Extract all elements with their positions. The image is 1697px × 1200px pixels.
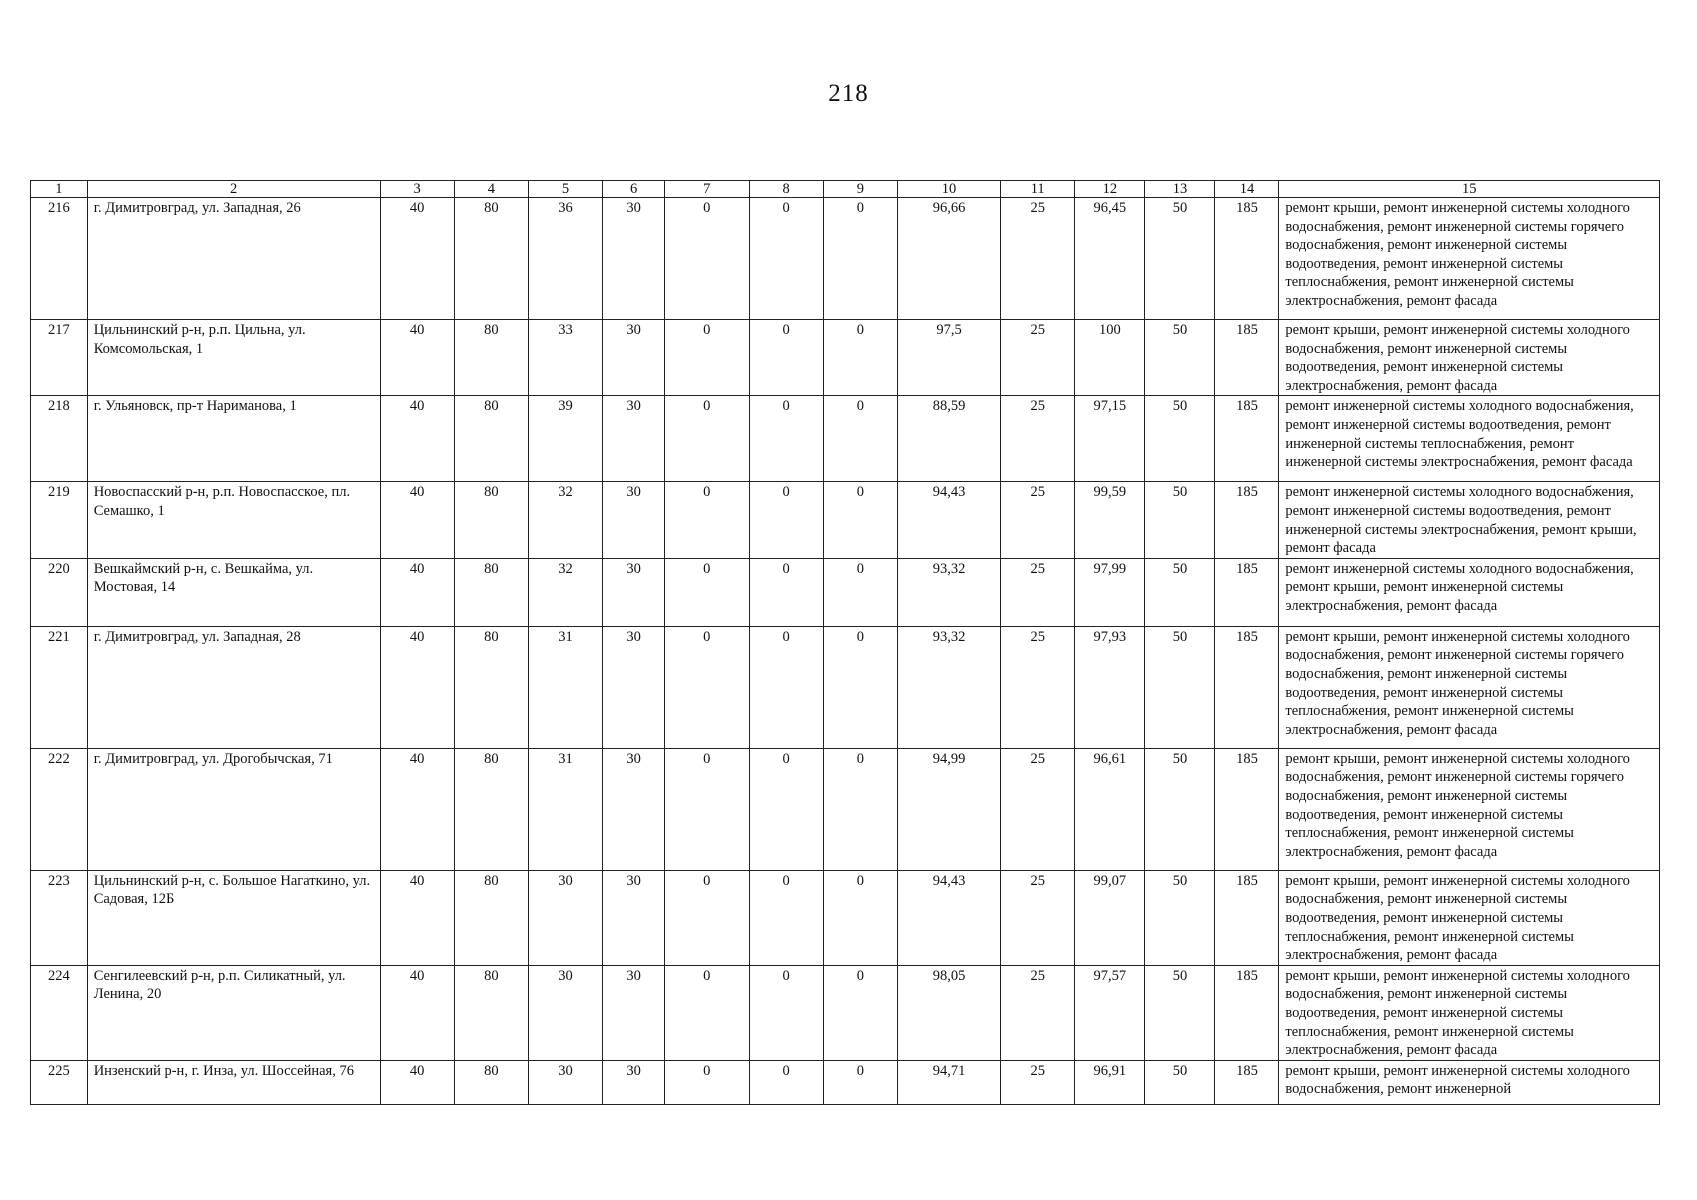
column-header: 4 (454, 181, 528, 198)
value-cell: 40 (380, 748, 454, 870)
value-cell: 185 (1215, 396, 1279, 482)
value-cell: 25 (1001, 965, 1075, 1060)
value-cell: 25 (1001, 558, 1075, 626)
table-row (31, 965, 1660, 1060)
value-cell: 0 (823, 748, 897, 870)
value-cell: 30 (603, 626, 665, 748)
row-number-cell: 216 (31, 198, 88, 320)
value-cell: 25 (1001, 482, 1075, 558)
value-cell: 185 (1215, 870, 1279, 965)
row-number-cell: 224 (31, 965, 88, 1060)
value-cell: 80 (454, 198, 528, 320)
value-cell: 40 (380, 870, 454, 965)
value-cell: 50 (1145, 965, 1215, 1060)
value-cell: 50 (1145, 198, 1215, 320)
address-cell: г. Ульяновск, пр-т Нариманова, 1 (87, 396, 380, 482)
value-cell: 185 (1215, 482, 1279, 558)
value-cell: 25 (1001, 396, 1075, 482)
value-cell: 0 (823, 396, 897, 482)
column-header: 11 (1001, 181, 1075, 198)
value-cell: 96,61 (1075, 748, 1145, 870)
value-cell: 97,99 (1075, 558, 1145, 626)
value-cell: 0 (749, 748, 823, 870)
value-cell: 40 (380, 1060, 454, 1104)
value-cell: 94,43 (897, 870, 1000, 965)
value-cell: 30 (528, 1060, 602, 1104)
table-row (31, 626, 1660, 748)
value-cell: 0 (665, 1060, 750, 1104)
column-header: 8 (749, 181, 823, 198)
value-cell: 0 (749, 396, 823, 482)
value-cell: 0 (749, 482, 823, 558)
row-number-cell: 225 (31, 1060, 88, 1104)
value-cell: 185 (1215, 320, 1279, 396)
value-cell: 30 (528, 965, 602, 1060)
value-cell: 40 (380, 965, 454, 1060)
column-header: 10 (897, 181, 1000, 198)
row-number-cell: 223 (31, 870, 88, 965)
address-cell: г. Димитровград, ул. Западная, 26 (87, 198, 380, 320)
value-cell: 40 (380, 626, 454, 748)
column-header: 5 (528, 181, 602, 198)
value-cell: 98,05 (897, 965, 1000, 1060)
value-cell: 80 (454, 558, 528, 626)
works-cell: ремонт крыши, ремонт инженерной системы холодного водоснабжения, ремонт инженерной системы горячего водоснабжения, ремонт инженерной системы водоотведения, ремонт инженерной системы теплоснабжения, ремонт инженерной системы электроснабжения, ремонт фасада (1279, 626, 1660, 748)
row-number-cell: 218 (31, 396, 88, 482)
value-cell: 96,66 (897, 198, 1000, 320)
column-header: 2 (87, 181, 380, 198)
value-cell: 80 (454, 626, 528, 748)
row-number-cell: 222 (31, 748, 88, 870)
column-header: 3 (380, 181, 454, 198)
address-cell: Цильнинский р-н, р.п. Цильна, ул. Комсомольская, 1 (87, 320, 380, 396)
value-cell: 0 (665, 870, 750, 965)
table-row (31, 870, 1660, 965)
value-cell: 0 (823, 870, 897, 965)
value-cell: 40 (380, 482, 454, 558)
table-row (31, 558, 1660, 626)
value-cell: 80 (454, 320, 528, 396)
value-cell: 94,99 (897, 748, 1000, 870)
column-header: 14 (1215, 181, 1279, 198)
column-header: 1 (31, 181, 88, 198)
value-cell: 32 (528, 558, 602, 626)
table-row (31, 396, 1660, 482)
value-cell: 0 (665, 558, 750, 626)
value-cell: 96,45 (1075, 198, 1145, 320)
value-cell: 0 (665, 396, 750, 482)
address-cell: Сенгилеевский р-н, р.п. Силикатный, ул. Ленина, 20 (87, 965, 380, 1060)
works-cell: ремонт крыши, ремонт инженерной системы холодного водоснабжения, ремонт инженерной системы горячего водоснабжения, ремонт инженерной системы водоотведения, ремонт инженерной системы теплоснабжения, ремонт инженерной системы электроснабжения, ремонт фасада (1279, 198, 1660, 320)
works-cell: ремонт крыши, ремонт инженерной системы холодного водоснабжения, ремонт инженерной (1279, 1060, 1660, 1104)
address-cell: г. Димитровград, ул. Дрогобычская, 71 (87, 748, 380, 870)
value-cell: 0 (749, 626, 823, 748)
value-cell: 0 (665, 198, 750, 320)
value-cell: 40 (380, 198, 454, 320)
value-cell: 50 (1145, 558, 1215, 626)
row-number-cell: 217 (31, 320, 88, 396)
value-cell: 80 (454, 1060, 528, 1104)
value-cell: 0 (665, 320, 750, 396)
value-cell: 0 (823, 626, 897, 748)
column-number-header (31, 181, 1660, 198)
value-cell: 30 (603, 965, 665, 1060)
value-cell: 185 (1215, 748, 1279, 870)
row-number-cell: 220 (31, 558, 88, 626)
value-cell: 99,07 (1075, 870, 1145, 965)
value-cell: 30 (603, 320, 665, 396)
value-cell: 0 (665, 965, 750, 1060)
works-cell: ремонт крыши, ремонт инженерной системы холодного водоснабжения, ремонт инженерной системы водоотведения, ремонт инженерной системы электроснабжения, ремонт фасада (1279, 320, 1660, 396)
value-cell: 0 (749, 320, 823, 396)
value-cell: 185 (1215, 198, 1279, 320)
value-cell: 50 (1145, 626, 1215, 748)
value-cell: 25 (1001, 748, 1075, 870)
value-cell: 97,5 (897, 320, 1000, 396)
value-cell: 0 (749, 198, 823, 320)
value-cell: 97,57 (1075, 965, 1145, 1060)
value-cell: 0 (823, 558, 897, 626)
value-cell: 94,43 (897, 482, 1000, 558)
value-cell: 80 (454, 748, 528, 870)
value-cell: 0 (823, 482, 897, 558)
value-cell: 96,91 (1075, 1060, 1145, 1104)
value-cell: 0 (665, 482, 750, 558)
value-cell: 50 (1145, 482, 1215, 558)
works-cell: ремонт инженерной системы холодного водоснабжения, ремонт инженерной системы водоотведения, ремонт инженерной системы электроснабжения, ремонт крыши, ремонт фасада (1279, 482, 1660, 558)
value-cell: 40 (380, 320, 454, 396)
value-cell: 80 (454, 482, 528, 558)
value-cell: 50 (1145, 396, 1215, 482)
value-cell: 0 (823, 198, 897, 320)
value-cell: 185 (1215, 558, 1279, 626)
address-cell: Вешкаймский р-н, с. Вешкайма, ул. Мостовая, 14 (87, 558, 380, 626)
value-cell: 50 (1145, 748, 1215, 870)
column-header: 12 (1075, 181, 1145, 198)
address-cell: г. Димитровград, ул. Западная, 28 (87, 626, 380, 748)
value-cell: 31 (528, 626, 602, 748)
value-cell: 0 (749, 870, 823, 965)
value-cell: 97,15 (1075, 396, 1145, 482)
table-row (31, 1060, 1660, 1104)
value-cell: 50 (1145, 1060, 1215, 1104)
value-cell: 99,59 (1075, 482, 1145, 558)
works-cell: ремонт инженерной системы холодного водоснабжения, ремонт инженерной системы водоотведения, ремонт инженерной системы теплоснабжения, ремонт инженерной системы электроснабжения, ремонт фасада (1279, 396, 1660, 482)
value-cell: 0 (749, 558, 823, 626)
value-cell: 30 (603, 870, 665, 965)
row-number-cell: 221 (31, 626, 88, 748)
value-cell: 25 (1001, 870, 1075, 965)
value-cell: 30 (603, 198, 665, 320)
value-cell: 30 (603, 748, 665, 870)
table-row (31, 198, 1660, 320)
value-cell: 25 (1001, 320, 1075, 396)
value-cell: 30 (603, 482, 665, 558)
works-cell: ремонт крыши, ремонт инженерной системы холодного водоснабжения, ремонт инженерной системы горячего водоснабжения, ремонт инженерной системы водоотведения, ремонт инженерной системы теплоснабжения, ремонт инженерной системы электроснабжения, ремонт фасада (1279, 748, 1660, 870)
table-row (31, 482, 1660, 558)
value-cell: 33 (528, 320, 602, 396)
value-cell: 185 (1215, 965, 1279, 1060)
value-cell: 0 (665, 626, 750, 748)
value-cell: 80 (454, 965, 528, 1060)
value-cell: 40 (380, 396, 454, 482)
value-cell: 94,71 (897, 1060, 1000, 1104)
value-cell: 0 (749, 965, 823, 1060)
column-header: 6 (603, 181, 665, 198)
column-header: 15 (1279, 181, 1660, 198)
value-cell: 31 (528, 748, 602, 870)
column-header: 13 (1145, 181, 1215, 198)
value-cell: 100 (1075, 320, 1145, 396)
works-cell: ремонт инженерной системы холодного водоснабжения, ремонт крыши, ремонт инженерной системы электроснабжения, ремонт фасада (1279, 558, 1660, 626)
row-number-cell: 219 (31, 482, 88, 558)
column-header: 9 (823, 181, 897, 198)
table-row (31, 320, 1660, 396)
value-cell: 88,59 (897, 396, 1000, 482)
column-header: 7 (665, 181, 750, 198)
value-cell: 80 (454, 870, 528, 965)
value-cell: 40 (380, 558, 454, 626)
address-cell: Новоспасский р-н, р.п. Новоспасское, пл. Семашко, 1 (87, 482, 380, 558)
works-cell: ремонт крыши, ремонт инженерной системы холодного водоснабжения, ремонт инженерной системы водоотведения, ремонт инженерной системы теплоснабжения, ремонт инженерной системы электроснабжения, ремонт фасада (1279, 870, 1660, 965)
value-cell: 36 (528, 198, 602, 320)
register-table (30, 180, 1660, 1105)
value-cell: 39 (528, 396, 602, 482)
value-cell: 97,93 (1075, 626, 1145, 748)
value-cell: 32 (528, 482, 602, 558)
header-row (31, 181, 1660, 198)
value-cell: 30 (603, 1060, 665, 1104)
table-body (31, 198, 1660, 1105)
value-cell: 0 (823, 1060, 897, 1104)
address-cell: Цильнинский р-н, с. Большое Нагаткино, ул. Садовая, 12Б (87, 870, 380, 965)
value-cell: 185 (1215, 1060, 1279, 1104)
value-cell: 25 (1001, 198, 1075, 320)
works-cell: ремонт крыши, ремонт инженерной системы холодного водоснабжения, ремонт инженерной системы водоотведения, ремонт инженерной системы теплоснабжения, ремонт инженерной системы электроснабжения, ремонт фасада (1279, 965, 1660, 1060)
value-cell: 0 (665, 748, 750, 870)
value-cell: 50 (1145, 870, 1215, 965)
value-cell: 80 (454, 396, 528, 482)
value-cell: 30 (603, 558, 665, 626)
value-cell: 0 (749, 1060, 823, 1104)
value-cell: 30 (603, 396, 665, 482)
table-row (31, 748, 1660, 870)
value-cell: 0 (823, 965, 897, 1060)
value-cell: 50 (1145, 320, 1215, 396)
value-cell: 93,32 (897, 626, 1000, 748)
value-cell: 30 (528, 870, 602, 965)
value-cell: 0 (823, 320, 897, 396)
address-cell: Инзенский р-н, г. Инза, ул. Шоссейная, 76 (87, 1060, 380, 1104)
value-cell: 25 (1001, 626, 1075, 748)
value-cell: 93,32 (897, 558, 1000, 626)
page-number: 218 (828, 80, 869, 107)
value-cell: 25 (1001, 1060, 1075, 1104)
value-cell: 185 (1215, 626, 1279, 748)
